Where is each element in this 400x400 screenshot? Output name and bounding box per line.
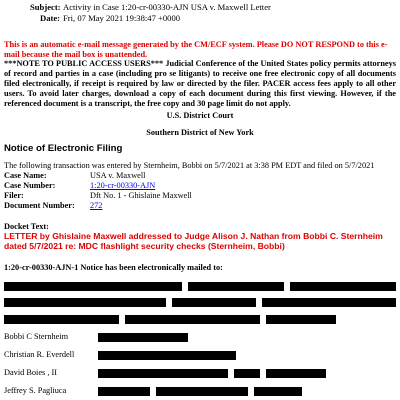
court-name: U.S. District Court: [166, 111, 234, 120]
redacted-block: [4, 282, 182, 291]
redacted-block: [156, 387, 248, 396]
transaction-text: The following transaction was entered by Sternheim, Bobbi on 5/7/2021 at 3:38 PM EDT and filed on 5/7/2021: [4, 161, 375, 170]
redacted-block: [234, 369, 260, 378]
redacted-block: [290, 282, 396, 291]
document-number-label: Document Number:: [4, 201, 75, 210]
district-name: Southern District of New York: [146, 128, 254, 137]
date-label: Date:: [40, 13, 61, 23]
redacted-block: [266, 315, 336, 324]
recipient-name: David Boies , II: [4, 368, 57, 377]
subject-label: Subject:: [30, 2, 61, 12]
redacted-block: [125, 315, 260, 324]
filer-label: Filer:: [4, 191, 24, 200]
redacted-block: [266, 369, 326, 378]
recipient-name: Jeffrey S. Pagliuca: [4, 386, 67, 395]
redacted-block: [188, 282, 284, 291]
redacted-block: [98, 351, 236, 360]
document-number-link[interactable]: 272: [90, 201, 103, 210]
redacted-block: [254, 387, 302, 396]
redacted-block: [98, 387, 150, 396]
electronically-mailed-heading: 1:20-cr-00330-AJN-1 Notice has been electronically mailed to:: [4, 263, 223, 272]
nef-title: Notice of Electronic Filing: [4, 143, 123, 154]
filer-value: Dft No. 1 - Ghislaine Maxwell: [90, 191, 192, 200]
subject-value: Activity in Case 1:20-cr-00330-AJN USA v. Maxwell Letter: [63, 2, 271, 12]
public-access-notice: ***NOTE TO PUBLIC ACCESS USERS*** Judicial Conference of the United States policy permits attorneys of record and parties in a case (including pro se litigants) to receive one free electronic copy of all documents filed electronically, if receipt is required by law or directed by the filer. PACER access fees apply to all other users. To avoid later charges, download a copy of each document during this first viewing. However, if the referenced document is a transcript, the free copy and 30 page limit do not apply.: [4, 59, 396, 108]
redacted-block: [98, 333, 188, 342]
case-number-link[interactable]: 1:20-cr-00330-AJN: [90, 181, 156, 190]
case-name-label: Case Name:: [4, 171, 47, 180]
case-name-value: USA v. Maxwell: [90, 171, 146, 180]
date-value: Fri, 07 May 2021 19:38:47 +0000: [63, 13, 181, 23]
redacted-block: [98, 369, 228, 378]
redacted-block: [172, 298, 256, 307]
redacted-block: [262, 298, 396, 307]
docket-text-label: Docket Text:: [4, 222, 49, 231]
auto-message-warning: This is an automatic e-mail message generated by the CM/ECF system. Please DO NOT RESPOND to this e-mail because the mail box is unattended.: [4, 40, 388, 59]
recipient-name: Christian R. Everdell: [4, 350, 75, 359]
redacted-block: [4, 298, 166, 307]
redacted-block: [4, 315, 119, 324]
docket-text: LETTER by Ghislaine Maxwell addressed to Judge Alison J. Nathan from Bobbi C. Sternheim dated 5/7/2021 re: MDC flashlight security checks (Sternheim, Bobbi): [4, 231, 383, 251]
recipient-name: Bobbi C Sternheim: [4, 332, 69, 341]
case-number-label: Case Number:: [4, 181, 56, 190]
